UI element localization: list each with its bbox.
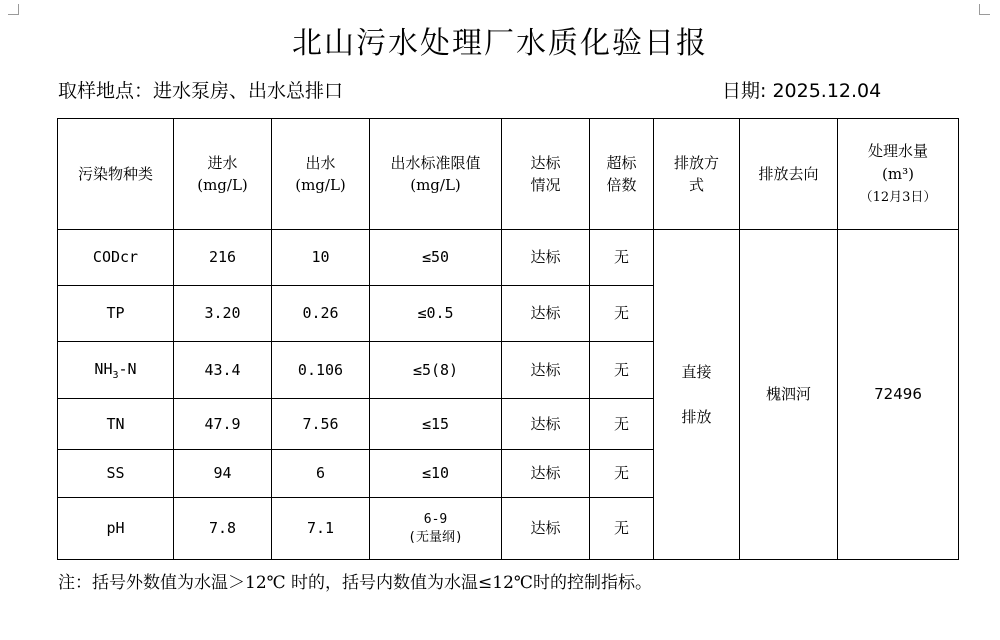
cell-effluent: 7.1: [272, 498, 370, 560]
footnote: 注：括号外数值为水温＞12℃ 时的，括号内数值为水温≤12℃时的控制指标。: [58, 573, 652, 593]
cell-exceed: 无: [590, 230, 654, 286]
cell-effluent: 0.26: [272, 286, 370, 342]
table-row: [58, 230, 959, 286]
header-influent: 进水 (mg/L): [174, 119, 272, 230]
cell-limit: 6-9 (无量纲): [370, 498, 502, 560]
header-effluent: 出水 (mg/L): [272, 119, 370, 230]
cell-limit: ≤10: [370, 450, 502, 498]
report-date: 日期: 2025.12.04: [722, 80, 882, 102]
cell-influent: 43.4: [174, 342, 272, 399]
water-quality-table: [57, 118, 959, 560]
cell-pollutant: CODcr: [58, 230, 174, 286]
header-treated-volume: 处理水量 (m³) （12月3日）: [838, 119, 959, 230]
cell-compliance: 达标: [502, 450, 590, 498]
cell-treated-volume: 72496: [838, 230, 959, 560]
cell-influent: 3.20: [174, 286, 272, 342]
cell-compliance: 达标: [502, 230, 590, 286]
cell-limit: ≤5(8): [370, 342, 502, 399]
cell-compliance: 达标: [502, 498, 590, 560]
cell-effluent: 0.106: [272, 342, 370, 399]
cell-exceed: 无: [590, 498, 654, 560]
sampling-location: 取样地点：进水泵房、出水总排口: [58, 80, 344, 102]
page-corner-mark-left: [8, 4, 19, 15]
cell-discharge-destination: 槐泗河: [740, 230, 838, 560]
cell-influent: 7.8: [174, 498, 272, 560]
cell-exceed: 无: [590, 286, 654, 342]
cell-compliance: 达标: [502, 399, 590, 450]
header-limit: 出水标准限值 (mg/L): [370, 119, 502, 230]
cell-pollutant: TN: [58, 399, 174, 450]
cell-pollutant: pH: [58, 498, 174, 560]
header-row: [58, 119, 959, 230]
cell-influent: 47.9: [174, 399, 272, 450]
cell-compliance: 达标: [502, 286, 590, 342]
cell-limit: ≤0.5: [370, 286, 502, 342]
cell-exceed: 无: [590, 342, 654, 399]
header-pollutant: 污染物种类: [58, 119, 174, 230]
cell-pollutant: SS: [58, 450, 174, 498]
cell-pollutant: $NH_3-N$: [58, 342, 174, 399]
cell-limit: ≤50: [370, 230, 502, 286]
report-title: 北山污水处理厂水质化验日报: [292, 26, 708, 61]
header-discharge-destination: 排放去向: [740, 119, 838, 230]
cell-pollutant: TP: [58, 286, 174, 342]
header-exceed-multiple: 超标 倍数: [590, 119, 654, 230]
cell-exceed: 无: [590, 399, 654, 450]
header-compliance: 达标 情况: [502, 119, 590, 230]
cell-effluent: 7.56: [272, 399, 370, 450]
cell-influent: 216: [174, 230, 272, 286]
cell-compliance: 达标: [502, 342, 590, 399]
header-discharge-mode: 排放方 式: [654, 119, 740, 230]
page-corner-mark-right: [979, 4, 990, 15]
cell-discharge-mode: 直接 排放: [654, 230, 740, 560]
cell-effluent: 6: [272, 450, 370, 498]
cell-effluent: 10: [272, 230, 370, 286]
cell-limit: ≤15: [370, 399, 502, 450]
cell-influent: 94: [174, 450, 272, 498]
cell-exceed: 无: [590, 450, 654, 498]
